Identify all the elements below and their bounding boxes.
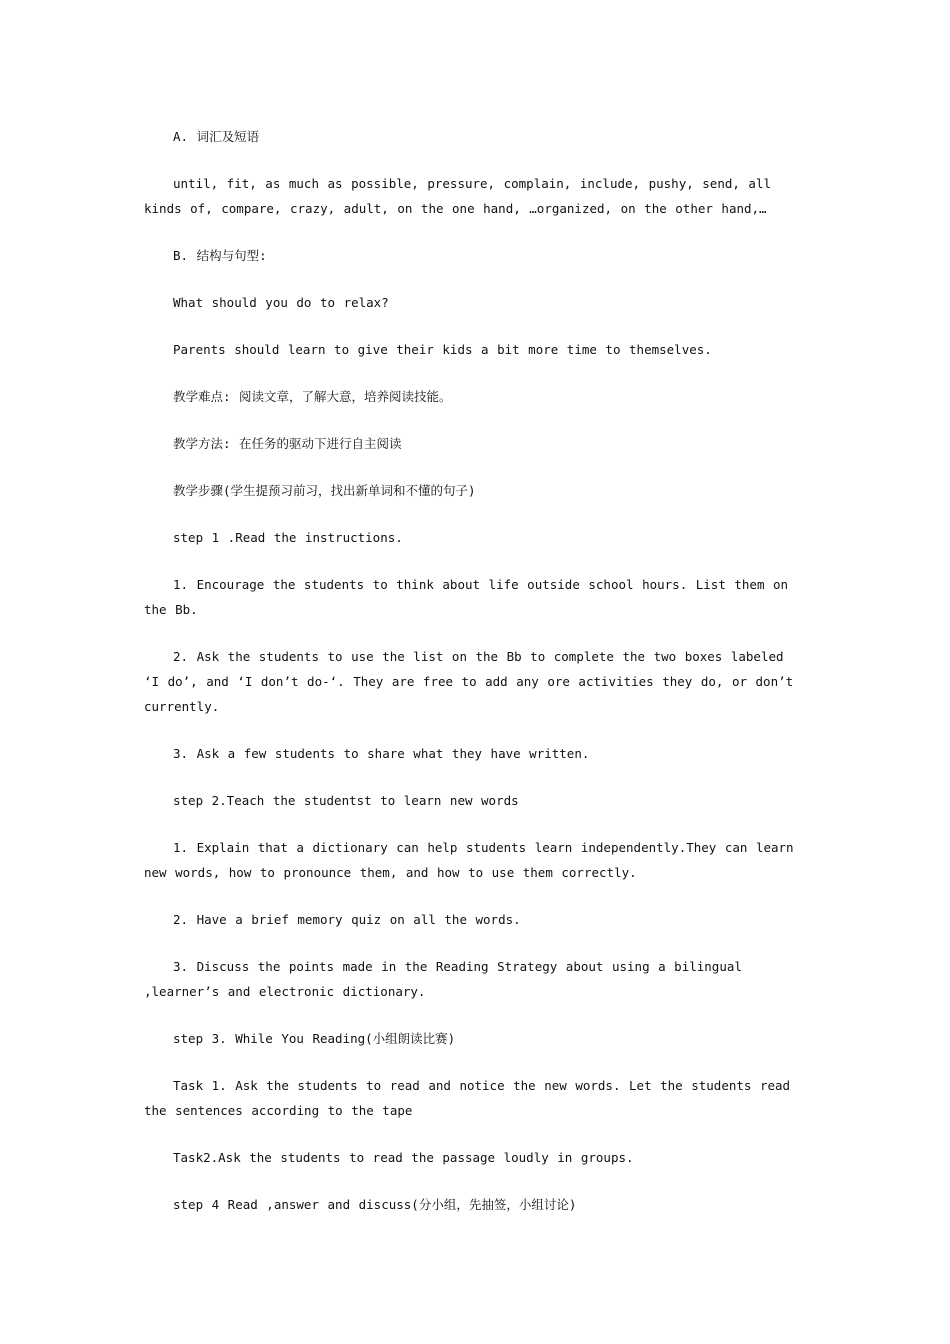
step-3-task-1: Task 1. Ask the students to read and notice the new words. Let the students read the sentences according to the tape xyxy=(144,1078,791,1118)
teaching-method: 教学方法: 在任务的驱动下进行自主阅读 xyxy=(173,436,402,451)
teaching-difficulty: 教学难点: 阅读文章，了解大意，培养阅读技能。 xyxy=(173,389,452,404)
step-1-item-2: 2. Ask the students to use the list on the Bb to complete the two boxes labeled ‘I do’, and ‘I don’t do-‘. They are free to add any ore activities they do, or don’t currently. xyxy=(144,649,794,714)
step-2-heading: step 2.Teach the studentst to learn new words xyxy=(173,793,519,808)
step-1-item-1: 1. Encourage the students to think about life outside school hours. List them on the Bb. xyxy=(144,577,789,617)
step-1-item-3: 3. Ask a few students to share what they have written. xyxy=(173,746,590,761)
step-1-heading: step 1 .Read the instructions. xyxy=(173,530,403,545)
sentence-pattern-1: What should you do to relax? xyxy=(173,295,389,310)
step-3-heading: step 3. While You Reading(小组朗读比赛) xyxy=(173,1031,456,1046)
teaching-steps-heading: 教学步骤(学生提预习前习，找出新单词和不懂的句子) xyxy=(173,483,476,498)
document-page xyxy=(144,124,806,1239)
sentence-pattern-2: Parents should learn to give their kids a bit more time to themselves. xyxy=(173,342,712,357)
step-3-task-2: Task2.Ask the students to read the passage loudly in groups. xyxy=(173,1150,634,1165)
section-a-heading: A. 词汇及短语 xyxy=(173,129,260,144)
step-2-item-1: 1. Explain that a dictionary can help students learn independently.They can learn new words, how to pronounce them, and how to use them correctly. xyxy=(144,840,794,880)
step-2-item-2: 2. Have a brief memory quiz on all the words. xyxy=(173,912,521,927)
step-4-heading: step 4 Read ,answer and discuss(分小组，先抽签，小组讨论) xyxy=(173,1197,577,1212)
section-b-heading: B. 结构与句型: xyxy=(173,248,267,263)
step-2-item-3: 3. Discuss the points made in the Reading Strategy about using a bilingual ,learner’s and electronic dictionary. xyxy=(144,959,742,999)
vocabulary-list: until, fit, as much as possible, pressure, complain, include, pushy, send, all kinds of, compare, crazy, adult, on the one hand, …organized, on the other hand,… xyxy=(144,176,771,216)
